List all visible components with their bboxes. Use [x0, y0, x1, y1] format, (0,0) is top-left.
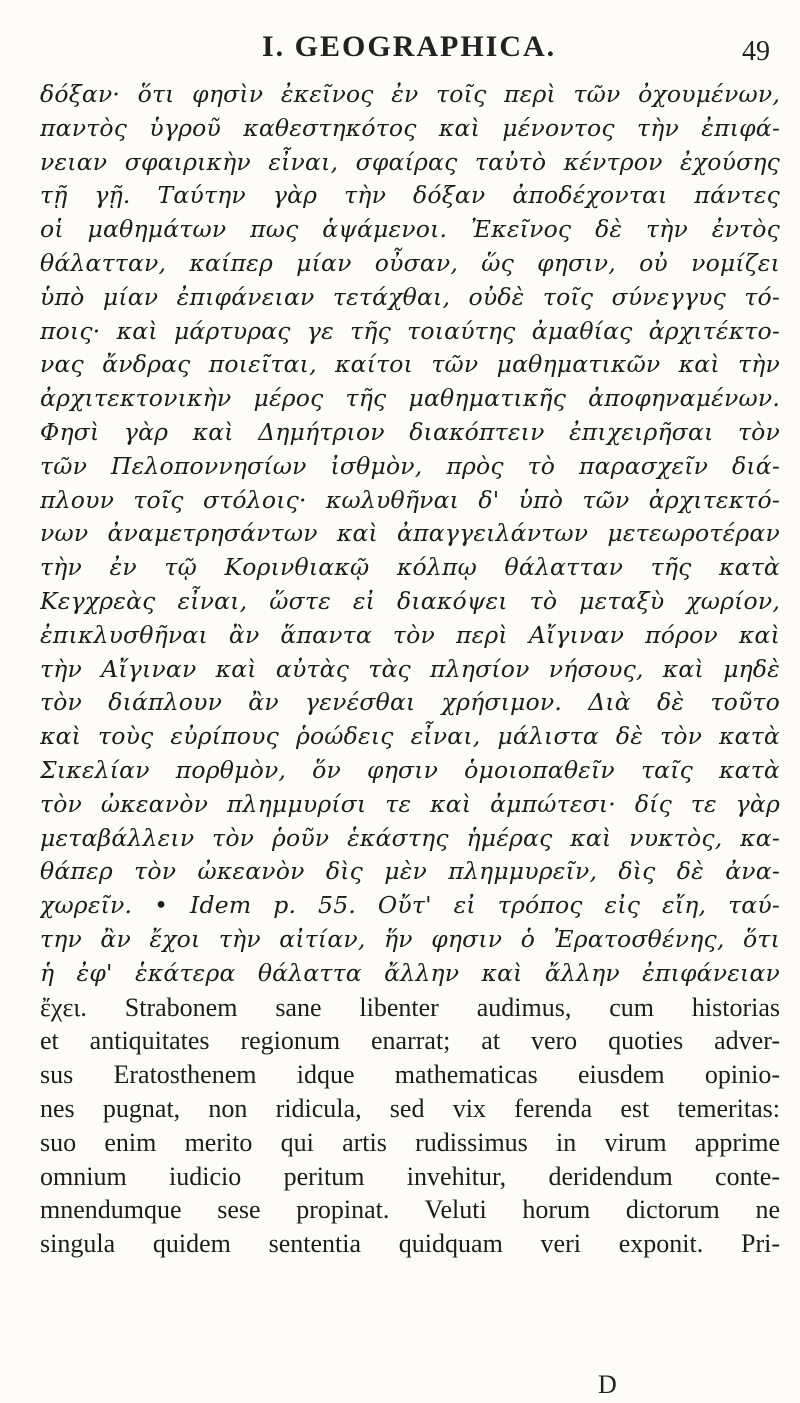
text-line: ἀρχιτεκτονικὴν μέρος τῆς μαθηματικῆς ἀποφηναμένων. [40, 384, 780, 413]
body-text [40, 78, 780, 1261]
catchword: D [598, 1370, 617, 1399]
text-line: nes pugnat, non ridicula, sed vix ferenda est temeritas: [40, 1093, 780, 1123]
page-number: 49 [742, 36, 770, 67]
text-line: νειαν σφαιρικὴν εἶναι, σφαίρας ταὐτὸ κέντρον ἐχούσης [40, 147, 780, 176]
text-line: Φησὶ γὰρ καὶ Δημήτριον διακόπτειν ἐπιχειρῆσαι τὸν [40, 417, 780, 446]
text-line: τῶν Πελοποννησίων ἰσθμὸν, πρὸς τὸ παρασχεῖν διά- [40, 451, 780, 480]
text-line: sus Eratosthenem idque mathematicas eiusdem opinio- [40, 1060, 780, 1090]
text-line: ἐπικλυσθῆναι ἂν ἅπαντα τὸν περὶ Αἴγιναν πόρον καὶ [40, 620, 780, 649]
text-line: τῇ γῇ. Ταύτην γὰρ τὴν δόξαν ἀποδέχονται πάντες [40, 181, 780, 210]
text-line: τὴν Αἴγιναν καὶ αὐτὰς τὰς πλησίον νήσους, καὶ μηδὲ [40, 654, 780, 683]
text-line: ἡ ἐφ' ἑκάτερα θάλαττα ἄλλην καὶ ἄλλην ἐπιφάνειαν [40, 958, 780, 987]
text-line: Σικελίαν πορθμὸν, ὅν φησιν ὁμοιοπαθεῖν ταῖς κατὰ [40, 755, 780, 784]
text-line: παντὸς ὑγροῦ καθεστηκότος καὶ μένοντος τὴν ἐπιφά- [40, 113, 780, 142]
text-line: ποις· καὶ μάρτυρας γε τῆς τοιαύτης ἀμαθίας ἀρχιτέκτο- [40, 316, 780, 345]
text-line: et antiquitates regionum enarrat; at vero quoties adver- [40, 1026, 780, 1056]
text-line: μεταβάλλειν τὸν ῥοῦν ἑκάστης ἡμέρας καὶ νυκτὸς, κα- [40, 823, 780, 852]
text-line: τὸν διάπλουν ἂν γενέσθαι χρήσιμον. Διὰ δὲ τοῦτο [40, 688, 780, 717]
text-line: singula quidem sententia quidquam veri exponit. Pri- [40, 1229, 780, 1259]
text-line: δόξαν· ὅτι φησὶν ἐκεῖνος ἐν τοῖς περὶ τῶν ὀχουμένων, [40, 80, 780, 108]
text-line: θάλατταν, καίπερ μίαν οὖσαν, ὥς φησιν, οὐ νομίζει [40, 248, 780, 277]
text-line: omnium iudicio peritum invehitur, deridendum conte- [40, 1161, 780, 1191]
text-line: οἱ μαθημάτων πως ἁψάμενοι. Ἐκεῖνος δὲ τὴν ἐντὸς [40, 215, 780, 244]
text-line: ὑπὸ μίαν ἐπιφάνειαν τετάχθαι, οὐδὲ τοῖς σύνεγγυς τό- [40, 282, 780, 311]
text-line: χωρεῖν. • Idem p. 55. Οὔτ' εἰ τρόπος εἰς εἴη, ταύ- [40, 891, 780, 920]
text-line: πλουν τοῖς στόλοις· κωλυθῆναι δ' ὑπὸ τῶν ἀρχιτεκτό- [40, 485, 780, 514]
text-line: suo enim merito qui artis rudissimus in virum apprime [40, 1127, 780, 1157]
text-line: νων ἀναμετρησάντων καὶ ἀπαγγειλάντων μετεωροτέραν [40, 519, 780, 548]
text-line: τὸν ὠκεανὸν πλημμυρίσι τε καὶ ἀμπώτεσι· δίς τε γὰρ [40, 789, 780, 818]
text-line: ἔχει. Strabonem sane libenter audimus, cum historias [40, 992, 780, 1022]
text-line: καὶ τοὺς εὐρίπους ῥοώδεις εἶναι, μάλιστα δὲ τὸν κατὰ [40, 722, 780, 751]
text-line: τὴν ἐν τῷ Κορινθιακῷ κόλπῳ θάλατταν τῆς κατὰ [40, 553, 780, 582]
running-head [0, 22, 800, 72]
running-title: I. GEOGRAPHICA. [262, 30, 557, 63]
text-line: θάπερ τὸν ὠκεανὸν δὶς μὲν πλημμυρεῖν, δὶς δὲ ἀνα- [40, 857, 780, 886]
text-line: mnendumque sese propinat. Veluti horum dictorum ne [40, 1195, 780, 1225]
text-line: νας ἄνδρας ποιεῖται, καίτοι τῶν μαθηματικῶν καὶ τὴν [40, 350, 780, 379]
text-line: την ἂν ἔχοι τὴν αἰτίαν, ἥν φησιν ὁ Ἐρατοσθένης, ὅτι [40, 924, 780, 953]
text-line: Κεγχρεὰς εἶναι, ὥστε εἰ διακόψει τὸ μεταξὺ χωρίον, [40, 586, 780, 615]
